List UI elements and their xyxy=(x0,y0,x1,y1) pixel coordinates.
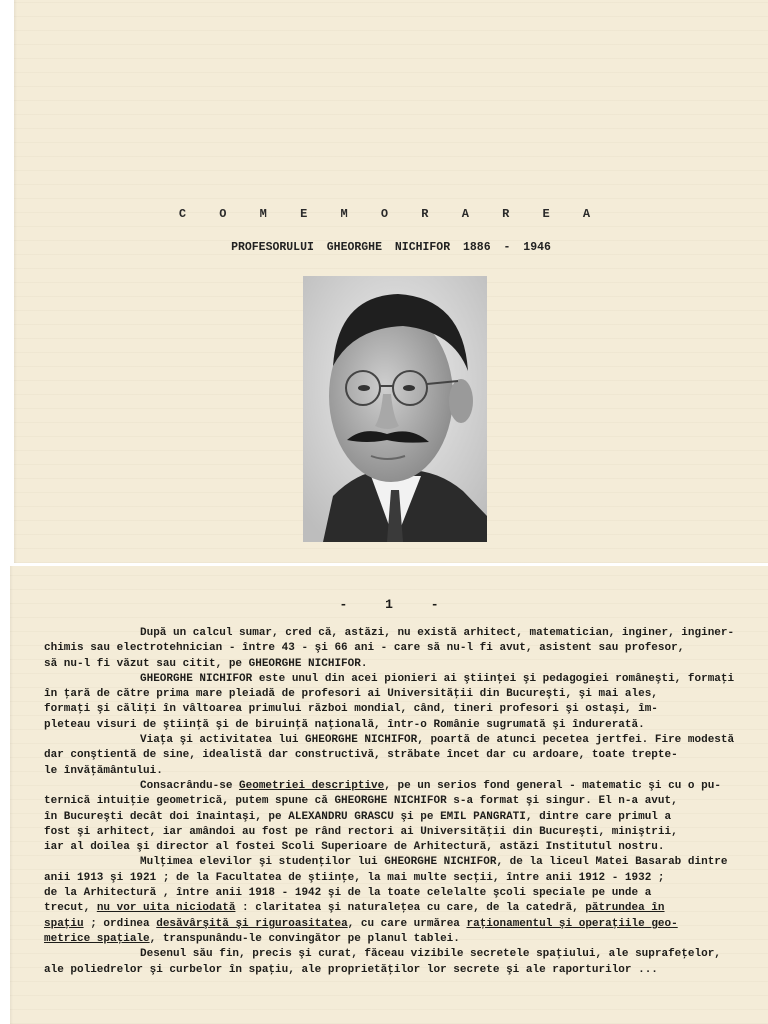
text-segment: le învăţământului. xyxy=(44,764,163,777)
underlined-phrase: desăvârşită şi riguroasitatea xyxy=(156,917,348,930)
text-segment: în Bucureşti decât doi înaintaşi, pe ALEXANDRU GRASCU şi pe EMIL PANGRATI, dintre care primul a xyxy=(44,810,672,823)
underlined-phrase: metrice spaţiale xyxy=(44,932,150,945)
text-line xyxy=(44,687,754,702)
text-segment: După un calcul sumar, cred că, astăzi, nu există arhitect, matematician, inginer, inginer- xyxy=(140,627,735,639)
text-line xyxy=(44,886,754,901)
underlined-phrase: nu vor uita niciodată xyxy=(96,902,236,915)
text-line xyxy=(44,871,754,886)
text-line xyxy=(86,626,754,641)
text-line xyxy=(44,810,754,825)
paper-edge xyxy=(14,0,17,563)
text-segment: , cu care urmărea xyxy=(347,917,467,930)
text-segment: Viaţa şi activitatea lui GHEORGHE NICHIFOR, poartă de atunci pecetea jertfei. Fire modestă xyxy=(140,734,735,747)
text-segment: pleteau visuri de ştiinţă şi de biruinţă naţională, într-o Românie sugrumată şi îndurerată. xyxy=(44,718,645,731)
text-line xyxy=(44,840,754,855)
text-segment: chimis sau electrotehnician - între 43 - şi 66 ani - care să nu-l fi avut, asistent sau profesor, xyxy=(44,642,685,655)
text-line xyxy=(86,733,754,748)
underlined-phrase: Geometriei descriptive xyxy=(239,779,385,792)
text-segment: : claritatea şi naturaleţea cu care, de la catedră, xyxy=(235,902,586,915)
text-segment: , pe un serios fond general - matematic şi cu o pu- xyxy=(384,779,721,792)
text-segment: anii 1913 şi 1921 ; de la Facultatea de ştiinţe, la mai multe secţii, între anii 1912 - 1932 ; xyxy=(44,871,665,884)
text-segment: trecut, xyxy=(44,902,97,915)
text-segment: , transpunându-le convingător pe planul tablei. xyxy=(149,932,460,945)
text-segment: Mulţimea elevilor şi studenţilor lui GHEORGHE NICHIFOR, de la liceul Matei Basarab dintre xyxy=(140,856,728,869)
text-segment: în ţară de către prima mare pleiadă de profesori ai Universităţii din Bucureşti, şi mai ales, xyxy=(44,688,658,701)
text-line xyxy=(86,855,754,870)
text-segment: ; ordinea xyxy=(83,917,157,930)
text-line xyxy=(44,794,754,809)
text-segment: formaţi şi căliţi în vâltoarea primului război mondial, când, tineri profesori şi ostaşi, îm- xyxy=(44,703,658,716)
page-number: - 1 - xyxy=(339,597,439,612)
text-line xyxy=(86,672,754,687)
text-segment: ternică intuiţie geometrică, putem spune că GHEORGHE NICHIFOR s-a format şi singur. El n-a avut, xyxy=(44,795,678,808)
underlined-phrase: raţionamentul şi operaţiile geo- xyxy=(466,917,678,930)
text-segment: iar al doilea şi director al fostei Scoli Superioare de Arhitectură, astăzi Institutul nostru. xyxy=(44,841,665,854)
text-line xyxy=(44,718,754,733)
text-line xyxy=(44,748,754,763)
text-line xyxy=(44,932,754,947)
underlined-phrase: spaţiu xyxy=(44,917,84,930)
text-line xyxy=(44,641,754,656)
underlined-phrase: pătrundea în xyxy=(585,902,665,915)
text-segment: de la Arhitectură , între anii 1918 - 1942 şi de la toate celelalte şcoli speciale pe unde a xyxy=(44,887,652,900)
text-page xyxy=(10,566,768,1024)
text-segment: fost şi arhitect, iar amândoi au fost pe rând rectori ai Universităţii din Bucureşti, miniştrii, xyxy=(44,825,678,838)
body-text xyxy=(44,626,754,978)
text-segment: să nu-l fi văzut sau citit, pe GHEORGHE NICHIFOR. xyxy=(44,657,368,670)
text-segment: GHEORGHE NICHIFOR este unul din acei pionieri ai ştiinţei şi pedagogiei româneşti, formaţi xyxy=(140,672,735,685)
text-segment: Consacrându-se xyxy=(140,779,240,792)
cover-page xyxy=(14,0,768,563)
portrait-photo xyxy=(303,276,487,542)
text-line xyxy=(44,702,754,717)
text-segment: dar conştientă de sine, idealistă dar constructivă, străbate încet dar cu ardoare, toate trepte- xyxy=(44,749,678,762)
text-line xyxy=(44,917,754,932)
text-line xyxy=(86,947,754,962)
text-line xyxy=(86,779,754,794)
text-line xyxy=(44,901,754,916)
commemoration-title: C O M E M O R A R E A xyxy=(178,207,604,221)
text-line xyxy=(44,825,754,840)
text-segment: Desenul său fin, precis şi curat, făceau vizibile secretele spaţiului, ale suprafeţelor, xyxy=(140,948,721,961)
text-line xyxy=(44,963,754,978)
text-line xyxy=(44,764,754,779)
paper-edge xyxy=(10,566,13,1024)
text-line xyxy=(44,657,754,672)
text-segment: ale poliedrelor şi curbelor în spaţiu, ale proprietăţilor lor secrete şi ale raporturilor ... xyxy=(44,963,658,976)
professor-subtitle: PROFESORULUI GHEORGHE NICHIFOR 1886 - 1946 xyxy=(231,241,551,254)
